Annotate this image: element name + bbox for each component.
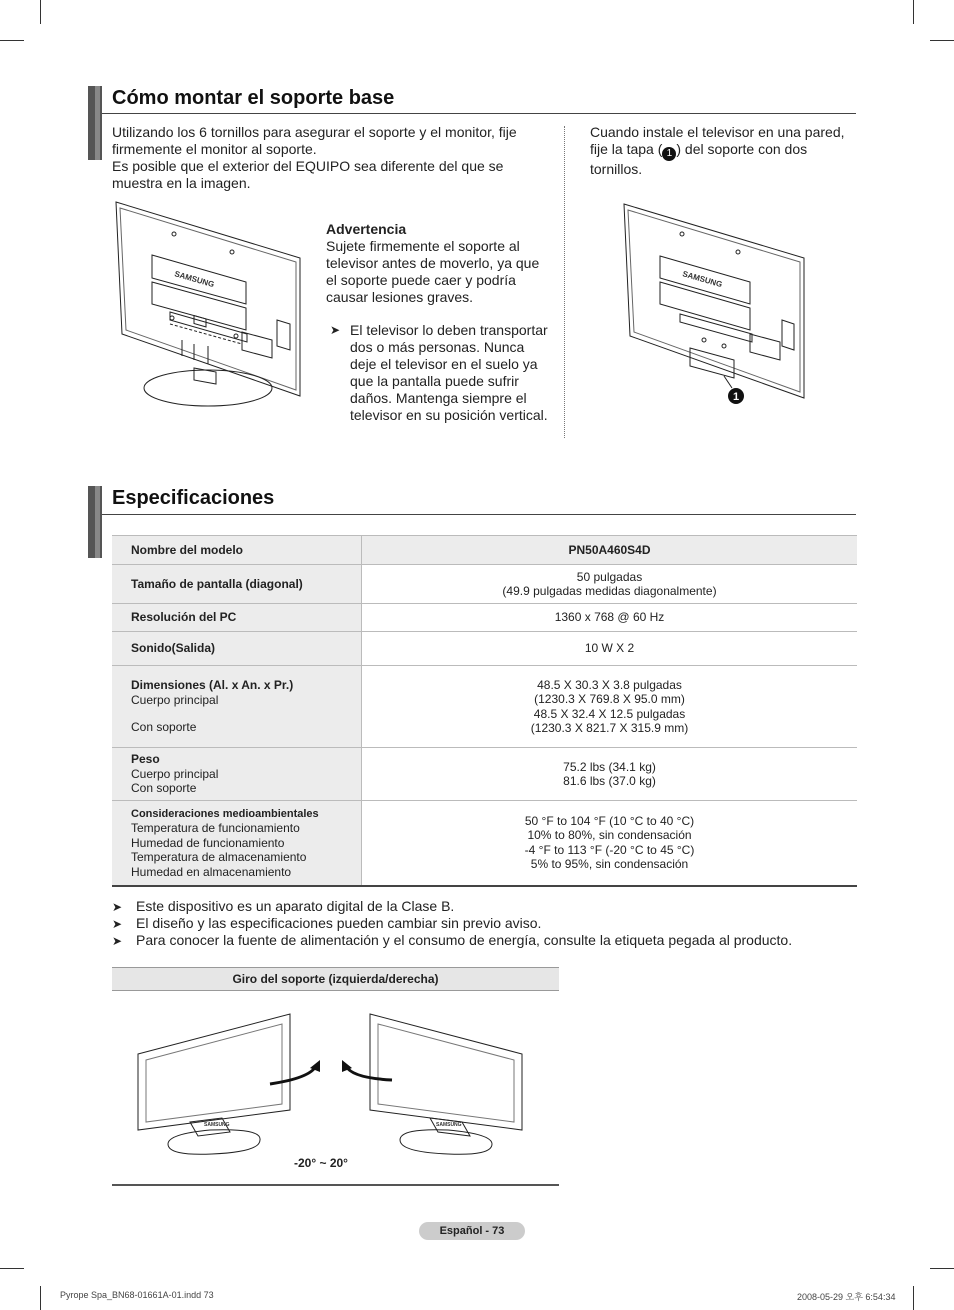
file-info: Pyrope Spa_BN68-01661A-01.indd 73 [60, 1290, 214, 1300]
swivel-illustration [130, 1006, 530, 1166]
table-row: Resolución del PC 1360 x 768 @ 60 Hz [112, 604, 857, 632]
table-row: Tamaño de pantalla (diagonal) 50 pulgadas (49.9 pulgadas medidas diagonalmente) [112, 565, 857, 604]
crop-mark [40, 0, 41, 24]
section-marker [88, 86, 102, 160]
tv-stand-illustration [112, 200, 308, 412]
arrow-bullet-icon: ➤ [112, 900, 123, 914]
warning-block: Advertencia Sujete firmemente el soporte al televisor antes de moverlo, ya que el soporte puede caer y podría causar lesiones graves. [326, 221, 551, 306]
date-info: 2008-05-29 오후 6:54:34 [797, 1292, 896, 1302]
wall-cover-illustration [620, 200, 810, 412]
page-number-badge: Español - 73 [419, 1222, 525, 1240]
section-title-specs: Especificaciones [112, 487, 275, 509]
arrow-bullet-icon: ➤ [112, 934, 123, 948]
arrow-bullet-icon: ➤ [112, 917, 123, 931]
table-row: Consideraciones medioambientales Temperatura de funcionamiento Humedad de funcionamiento Temperatura de almacenamiento Humedad en almacenamiento 50 °F to 104 °F (10 °C to 40 °C) 10% to 80%, sin condensación -4 °F to 113 °F (-20 °C to 45 °C) 5% to 95%, sin condensación [112, 801, 857, 886]
warning-title: Advertencia [326, 221, 407, 237]
crop-mark [40, 1286, 41, 1310]
brand-logo: SAMSUNG [681, 269, 724, 290]
table-row: Nombre del modelo PN50A460S4D [112, 536, 857, 565]
spec-table [112, 535, 857, 887]
table-row: Peso Cuerpo principal Con soporte 75.2 lbs (34.1 kg) 81.6 lbs (37.0 kg) [112, 748, 857, 801]
table-row: Sonido(Salida) 10 W X 2 [112, 632, 857, 666]
spec-note: ➤ Este dispositivo es un aparato digital de la Clase B. [112, 898, 455, 914]
brand-logo: SAMSUNG [173, 269, 216, 290]
column-divider [564, 126, 565, 438]
crop-mark [930, 1268, 954, 1269]
section-marker [88, 486, 102, 558]
crop-mark [930, 40, 954, 41]
rotate-arrow-icon [270, 1066, 316, 1084]
brand-logo: SAMSUNG [436, 1122, 462, 1128]
section-title-mounting: Cómo montar el soporte base [112, 87, 395, 109]
swivel-bottom-rule [112, 1184, 559, 1186]
table-row: Dimensiones (Al. x An. x Pr.) Cuerpo principal Con soporte 48.5 X 30.3 X 3.8 pulgadas (1230.3 X 769.8 X 95.0 mm) 48.5 X 32.4 X 12.5 pulgadas (1230.3 X 821.7 X 315.9 mm) [112, 666, 857, 748]
brand-logo: SAMSUNG [204, 1122, 230, 1128]
transport-note: ➤ El televisor lo deben transportar dos o más personas. Nunca deje el televisor en el suelo ya que la pantalla puede sufrir daños. Mantenga siempre el televisor en su posición vertical. [330, 322, 548, 423]
swivel-range: -20° ~ 20° [294, 1156, 348, 1170]
swivel-header: Giro del soporte (izquierda/derecha) [112, 967, 559, 991]
arrow-bullet-icon: ➤ [330, 323, 341, 337]
numbered-callout-icon: 1 [662, 147, 676, 161]
spec-note: ➤ Para conocer la fuente de alimentación y el consumo de energía, consulte la etiqueta pegada al producto. [112, 932, 793, 948]
section-rule [102, 113, 856, 114]
spec-note: ➤ El diseño y las especificaciones pueden cambiar sin previo aviso. [112, 915, 542, 931]
crop-mark [913, 1286, 914, 1310]
crop-mark [913, 0, 914, 24]
rotate-arrow-icon [346, 1066, 392, 1080]
mounting-intro: Utilizando los 6 tornillos para asegurar el soporte y el monitor, fije firmemente el monitor al soporte. Es posible que el exterior del EQUIPO sea diferente del que se muestra en la imagen. [112, 124, 517, 191]
section-rule [102, 514, 856, 515]
svg-text:1: 1 [732, 391, 740, 403]
crop-mark [0, 40, 24, 41]
crop-mark [0, 1268, 24, 1269]
wall-mount-note: Cuando instale el televisor en una pared, fije la tapa ( 1 ) del soporte con dos tornillos. [590, 124, 845, 177]
